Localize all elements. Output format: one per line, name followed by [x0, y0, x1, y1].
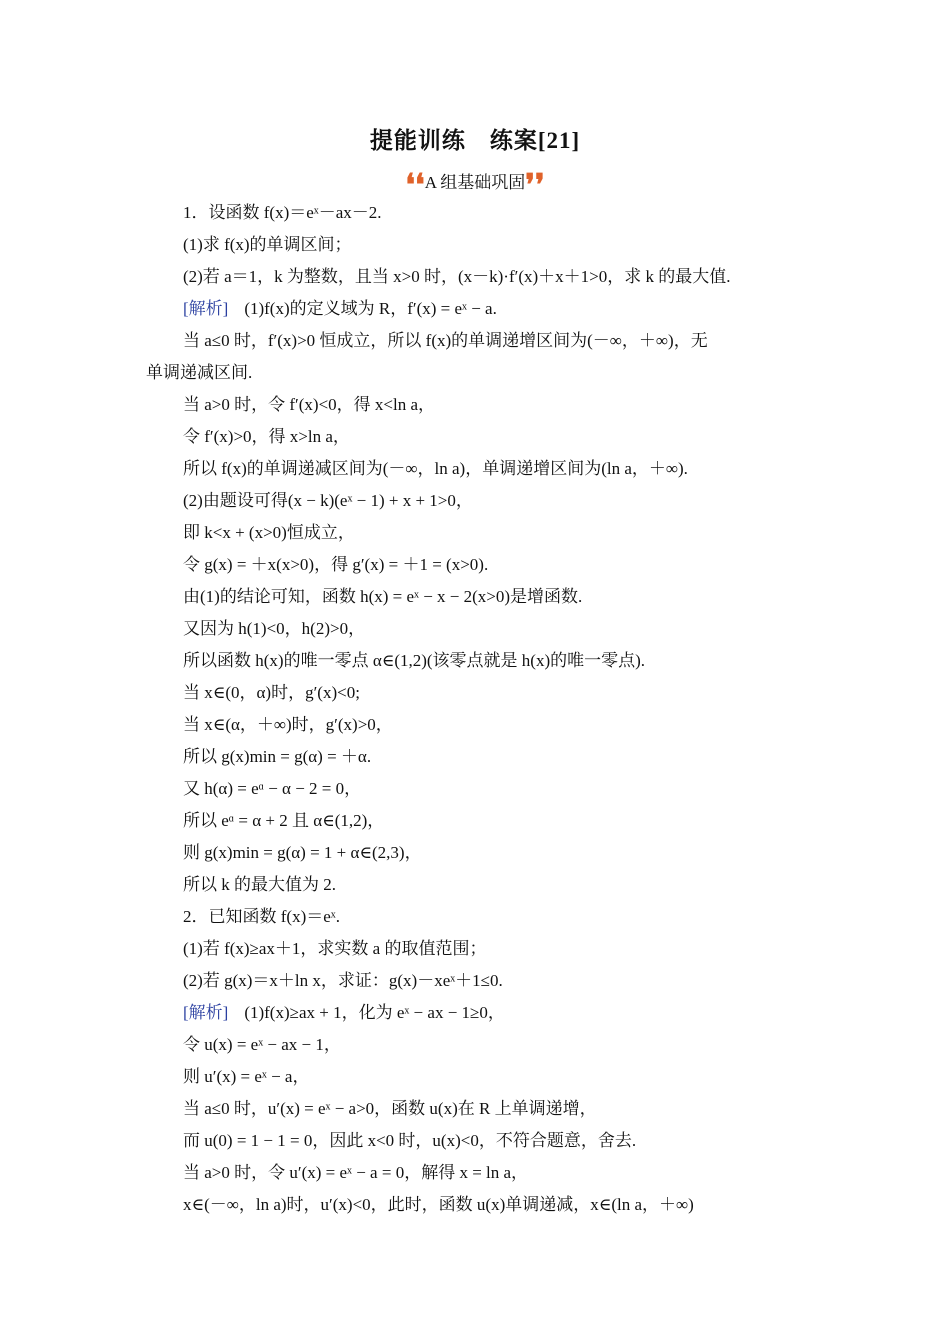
text-line: [解析] (1)f(x)≥ax + 1，化为 eˣ − ax − 1≥0， — [183, 1003, 505, 1022]
text-line: 令 f′(x)>0，得 x>ln a， — [183, 427, 350, 446]
section-heading — [0, 168, 950, 201]
text-line: 则 g(x)min = g(α) = 1 + α∈(2,3)， — [183, 843, 422, 862]
text-line: 当 x∈(α，＋∞)时，g′(x)>0， — [183, 715, 393, 734]
text-line: 当 a≤0 时，f′(x)>0 恒成立，所以 f(x)的单调递增区间为(－∞，＋∞)，无 — [183, 331, 708, 350]
page-title: 提能训练 练案[21] — [369, 128, 581, 153]
text-line: 又因为 h(1)<0，h(2)>0， — [183, 619, 366, 638]
text-line: 当 x∈(0，α)时，g′(x)<0; — [183, 683, 360, 702]
text-line: x∈(－∞，ln a)时，u′(x)<0，此时，函数 u(x)单调递减，x∈(ln a，＋∞) — [183, 1195, 694, 1214]
text-line: 所以 eᵅ = α + 2 且 α∈(1,2)， — [183, 811, 385, 830]
text-line: 2．已知函数 f(x)＝eˣ. — [183, 907, 340, 926]
analysis-tag: [解析] — [183, 299, 229, 318]
text-line: 单调递减区间. — [146, 363, 253, 382]
text-line: (2)若 a＝1，k 为整数，且当 x>0 时，(x－k)·f′(x)＋x＋1>0，求 k 的最大值. — [183, 267, 731, 286]
text-line: 由(1)的结论可知，函数 h(x) = eˣ − x − 2(x>0)是增函数. — [183, 587, 583, 606]
text-line: (2)若 g(x)＝x＋ln x，求证：g(x)－xeˣ＋1≤0. — [183, 971, 503, 990]
text-line: 令 g(x) = ＋x(x>0)，得 g′(x) = ＋1 = (x>0). — [183, 555, 489, 574]
section-label: A 组基础巩固 — [424, 173, 526, 192]
analysis-tag: [解析] — [183, 1003, 229, 1022]
text-line: 当 a≤0 时，u′(x) = eˣ − a>0，函数 u(x)在 R 上单调递增， — [183, 1099, 597, 1118]
text-line: 而 u(0) = 1 − 1 = 0，因此 x<0 时，u(x)<0，不符合题意，舍去. — [183, 1131, 637, 1150]
text-line: (1)求 f(x)的单调区间； — [183, 235, 352, 254]
text-line: 当 a>0 时，令 u′(x) = eˣ − a = 0，解得 x = ln a， — [183, 1163, 529, 1182]
quote-open-icon: ❛❛ — [405, 168, 425, 203]
text-line: [解析] (1)f(x)的定义域为 R，f′(x) = eˣ − a. — [183, 299, 497, 318]
quote-close-icon: ❜❜ — [525, 168, 545, 203]
text-line: 则 u′(x) = eˣ − a， — [183, 1067, 310, 1086]
text-line: 所以 k 的最大值为 2. — [183, 875, 336, 894]
text-line: 当 a>0 时，令 f′(x)<0，得 x<ln a， — [183, 395, 436, 414]
text-line: 令 u(x) = eˣ − ax − 1， — [183, 1035, 341, 1054]
text-line: 即 k<x + (x>0)恒成立， — [183, 523, 355, 542]
text-line: 所以 f(x)的单调递减区间为(－∞，ln a)，单调递增区间为(ln a，＋∞). — [183, 459, 688, 478]
text-line: 所以函数 h(x)的唯一零点 α∈(1,2)(该零点就是 h(x)的唯一零点). — [183, 651, 646, 670]
text-line: (1)若 f(x)≥ax＋1，求实数 a 的取值范围； — [183, 939, 487, 958]
text-line: 1．设函数 f(x)＝eˣ－ax－2. — [183, 203, 382, 222]
text-line: 所以 g(x)min = g(α) = ＋α. — [183, 747, 372, 766]
text-line: 又 h(α) = eᵅ − α − 2 = 0， — [183, 779, 362, 798]
text-line: (2)由题设可得(x − k)(eˣ − 1) + x + 1>0， — [183, 491, 473, 510]
